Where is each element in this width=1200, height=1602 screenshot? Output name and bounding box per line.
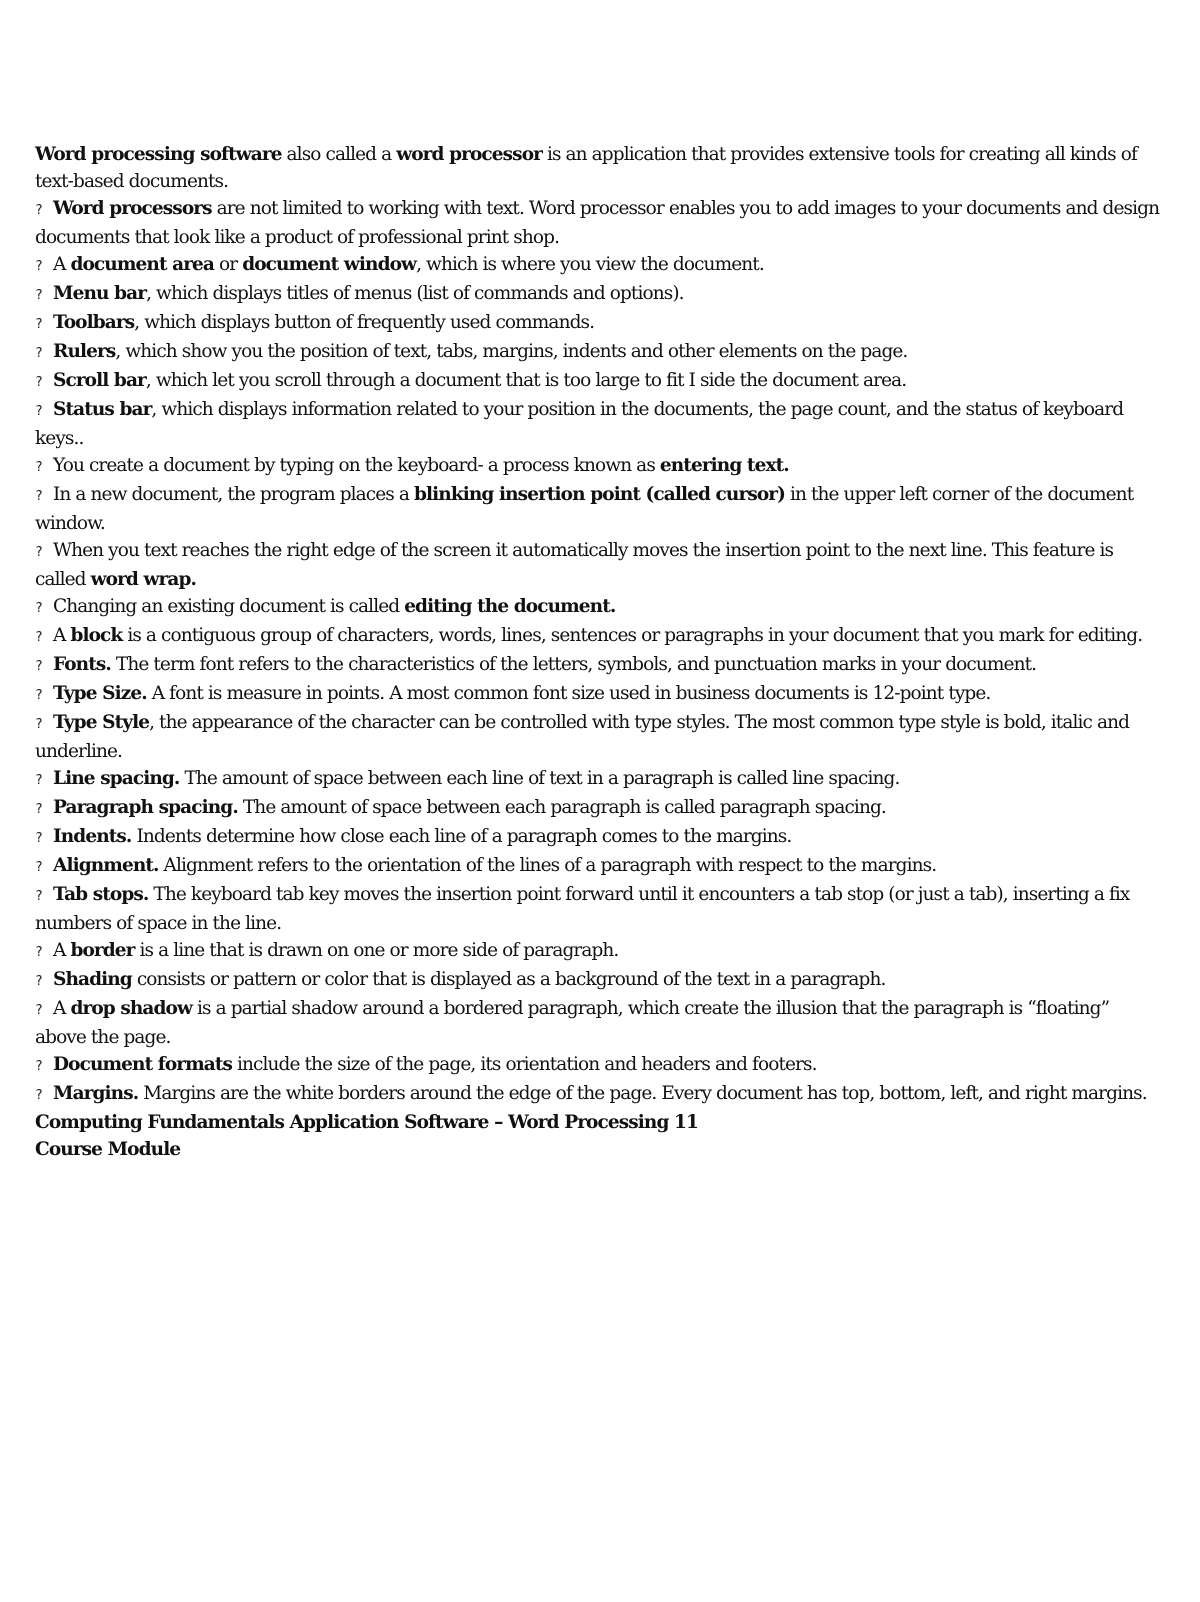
bold-term: Word processing software <box>35 144 282 165</box>
text-run: A <box>53 625 71 646</box>
bullet-item <box>35 195 1165 251</box>
bold-term: block <box>70 625 123 646</box>
text-run: , the appearance of the character can be controlled with type styles. The most common type style is bold, italic and underline. <box>35 712 1130 762</box>
text-run: , which show you the position of text, tabs, margins, indents and other elements on the page. <box>115 341 908 362</box>
text-run: , which displays button of frequently used commands. <box>134 312 595 333</box>
bullet-item <box>35 1080 1165 1109</box>
bold-term: Alignment. <box>53 855 159 876</box>
bullet-item <box>35 367 1165 396</box>
bold-term: Fonts. <box>53 654 111 675</box>
bullet-item <box>35 251 1165 280</box>
bold-term: Paragraph spacing. <box>53 797 238 818</box>
text-run: When you text reaches the right edge of the screen it automatically moves the insertion point to the next line. This feature is called <box>35 540 1114 590</box>
bold-term: Type Size. <box>53 683 147 704</box>
bullet-marker-icon: ? <box>35 460 42 475</box>
bullet-item <box>35 709 1165 765</box>
bullet-marker-icon: ? <box>35 1059 42 1074</box>
bullet-item <box>35 593 1165 622</box>
bold-term: Scroll bar <box>53 370 146 391</box>
bold-term: Document formats <box>53 1054 233 1075</box>
bold-term: Word processors <box>53 198 212 219</box>
text-run: consists or pattern or color that is displayed as a background of the text in a paragraph. <box>131 969 886 990</box>
bullet-marker-icon: ? <box>35 688 42 703</box>
footer-title: Computing Fundamentals Application Software – Word Processing 11 <box>35 1112 698 1133</box>
bullet-marker-icon: ? <box>35 317 42 332</box>
bullet-marker-icon: ? <box>35 889 42 904</box>
bullet-marker-icon: ? <box>35 545 42 560</box>
text-run: You create a document by typing on the keyboard- a process known as <box>53 455 660 476</box>
bullet-marker-icon: ? <box>35 375 42 390</box>
text-run: , which let you scroll through a document that is too large to fit I side the document area. <box>145 370 907 391</box>
text-run: A <box>53 254 71 275</box>
bullet-marker-icon: ? <box>35 1088 42 1103</box>
bold-term: word wrap. <box>90 569 197 590</box>
text-run: A font is measure in points. A most common font size used in business documents is 12-point type. <box>146 683 991 704</box>
bullet-marker-icon: ? <box>35 717 42 732</box>
text-run: is an application that provides extensive tools for creating all kinds of text-based documents. <box>35 144 1137 192</box>
text-run: , which displays information related to your position in the documents, the page count, and the status of keyboard keys.. <box>35 399 1124 449</box>
bold-term: border <box>70 940 135 961</box>
text-run: are not limited to working with text. Word processor enables you to add images to your documents and design documents that look like a product of professional print shop. <box>35 198 1160 248</box>
bullet-item <box>35 937 1165 966</box>
bullet-marker-icon: ? <box>35 974 42 989</box>
bullet-item <box>35 309 1165 338</box>
bold-term: document window <box>242 254 417 275</box>
bullet-marker-icon: ? <box>35 288 42 303</box>
bold-term: Status bar <box>53 399 152 420</box>
bullet-marker-icon: ? <box>35 1003 42 1018</box>
text-run: The keyboard tab key moves the insertion point forward until it encounters a tab stop (or just a tab), inserting a fix numbers of space in the line. <box>35 884 1130 934</box>
bold-term: Shading <box>53 969 132 990</box>
bullet-marker-icon: ? <box>35 203 42 218</box>
bold-term: Margins. <box>53 1083 139 1104</box>
text-run: include the size of the page, its orientation and headers and footers. <box>232 1054 817 1075</box>
bold-term: entering text. <box>659 455 789 476</box>
text-run: The term font refers to the characteristics of the letters, symbols, and punctuation marks in your document. <box>110 654 1037 675</box>
text-run: A <box>53 998 71 1019</box>
text-run: is a line that is drawn on one or more side of paragraph. <box>134 940 619 961</box>
intro-paragraph <box>35 141 1165 195</box>
text-run: Alignment refers to the orientation of the lines of a paragraph with respect to the margins. <box>158 855 937 876</box>
bullet-item <box>35 680 1165 709</box>
text-run: , which displays titles of menus (list of commands and options). <box>146 283 684 304</box>
bold-term: Line spacing. <box>53 768 180 789</box>
bold-term: Rulers <box>53 341 116 362</box>
bullet-marker-icon: ? <box>35 259 42 274</box>
text-run: The amount of space between each line of text in a paragraph is called line spacing. <box>179 768 900 789</box>
bullet-marker-icon: ? <box>35 945 42 960</box>
bullet-item <box>35 396 1165 452</box>
text-run: , which is where you view the document. <box>416 254 764 275</box>
bullet-marker-icon: ? <box>35 601 42 616</box>
bold-term: blinking insertion point (called cursor) <box>413 484 785 505</box>
bold-term: Indents. <box>53 826 132 847</box>
document-body <box>35 141 1165 1109</box>
bold-term: Tab stops. <box>53 884 149 905</box>
bold-term: drop shadow <box>70 998 193 1019</box>
bullet-item <box>35 794 1165 823</box>
text-run: Margins are the white borders around the edge of the page. Every document has top, bottom, left, and right margins. <box>138 1083 1147 1104</box>
bold-term: word processor <box>396 144 542 165</box>
bullet-item <box>35 765 1165 794</box>
bold-term: Type Style <box>53 712 150 733</box>
bullet-item <box>35 1051 1165 1080</box>
bullet-item <box>35 280 1165 309</box>
bullet-item <box>35 823 1165 852</box>
text-run: A <box>53 940 71 961</box>
bullet-marker-icon: ? <box>35 860 42 875</box>
bullet-marker-icon: ? <box>35 773 42 788</box>
bullet-item <box>35 481 1165 537</box>
bullet-item <box>35 622 1165 651</box>
bullet-item <box>35 852 1165 881</box>
text-run: is a contiguous group of characters, words, lines, sentences or paragraphs in your document that you mark for editing. <box>122 625 1143 646</box>
bullet-item <box>35 881 1165 937</box>
bullet-item <box>35 452 1165 481</box>
text-run: In a new document, the program places a <box>53 484 414 505</box>
bullet-marker-icon: ? <box>35 404 42 419</box>
text-run: in the upper left corner of the document window. <box>35 484 1134 534</box>
bullet-marker-icon: ? <box>35 630 42 645</box>
footer-subtitle: Course Module <box>35 1139 181 1160</box>
bold-term: Menu bar <box>53 283 147 304</box>
document-page <box>35 141 1165 1163</box>
text-run: or <box>214 254 243 275</box>
bullet-marker-icon: ? <box>35 802 42 817</box>
text-run: also called a <box>281 144 397 165</box>
bullet-marker-icon: ? <box>35 346 42 361</box>
bold-term: Toolbars <box>53 312 135 333</box>
bullet-marker-icon: ? <box>35 659 42 674</box>
bold-term: document area <box>70 254 215 275</box>
bullet-item <box>35 995 1165 1051</box>
text-run: Changing an existing document is called <box>53 596 405 617</box>
bullet-item <box>35 966 1165 995</box>
text-run: The amount of space between each paragraph is called paragraph spacing. <box>237 797 886 818</box>
bullet-item <box>35 338 1165 367</box>
text-run: Indents determine how close each line of a paragraph comes to the margins. <box>131 826 792 847</box>
bullet-item <box>35 651 1165 680</box>
bullet-marker-icon: ? <box>35 831 42 846</box>
bullet-marker-icon: ? <box>35 489 42 504</box>
text-run: is a partial shadow around a bordered paragraph, which create the illusion that the paragraph is “floating” above the page. <box>35 998 1110 1048</box>
bullet-item <box>35 537 1165 593</box>
bold-term: editing the document. <box>404 596 616 617</box>
